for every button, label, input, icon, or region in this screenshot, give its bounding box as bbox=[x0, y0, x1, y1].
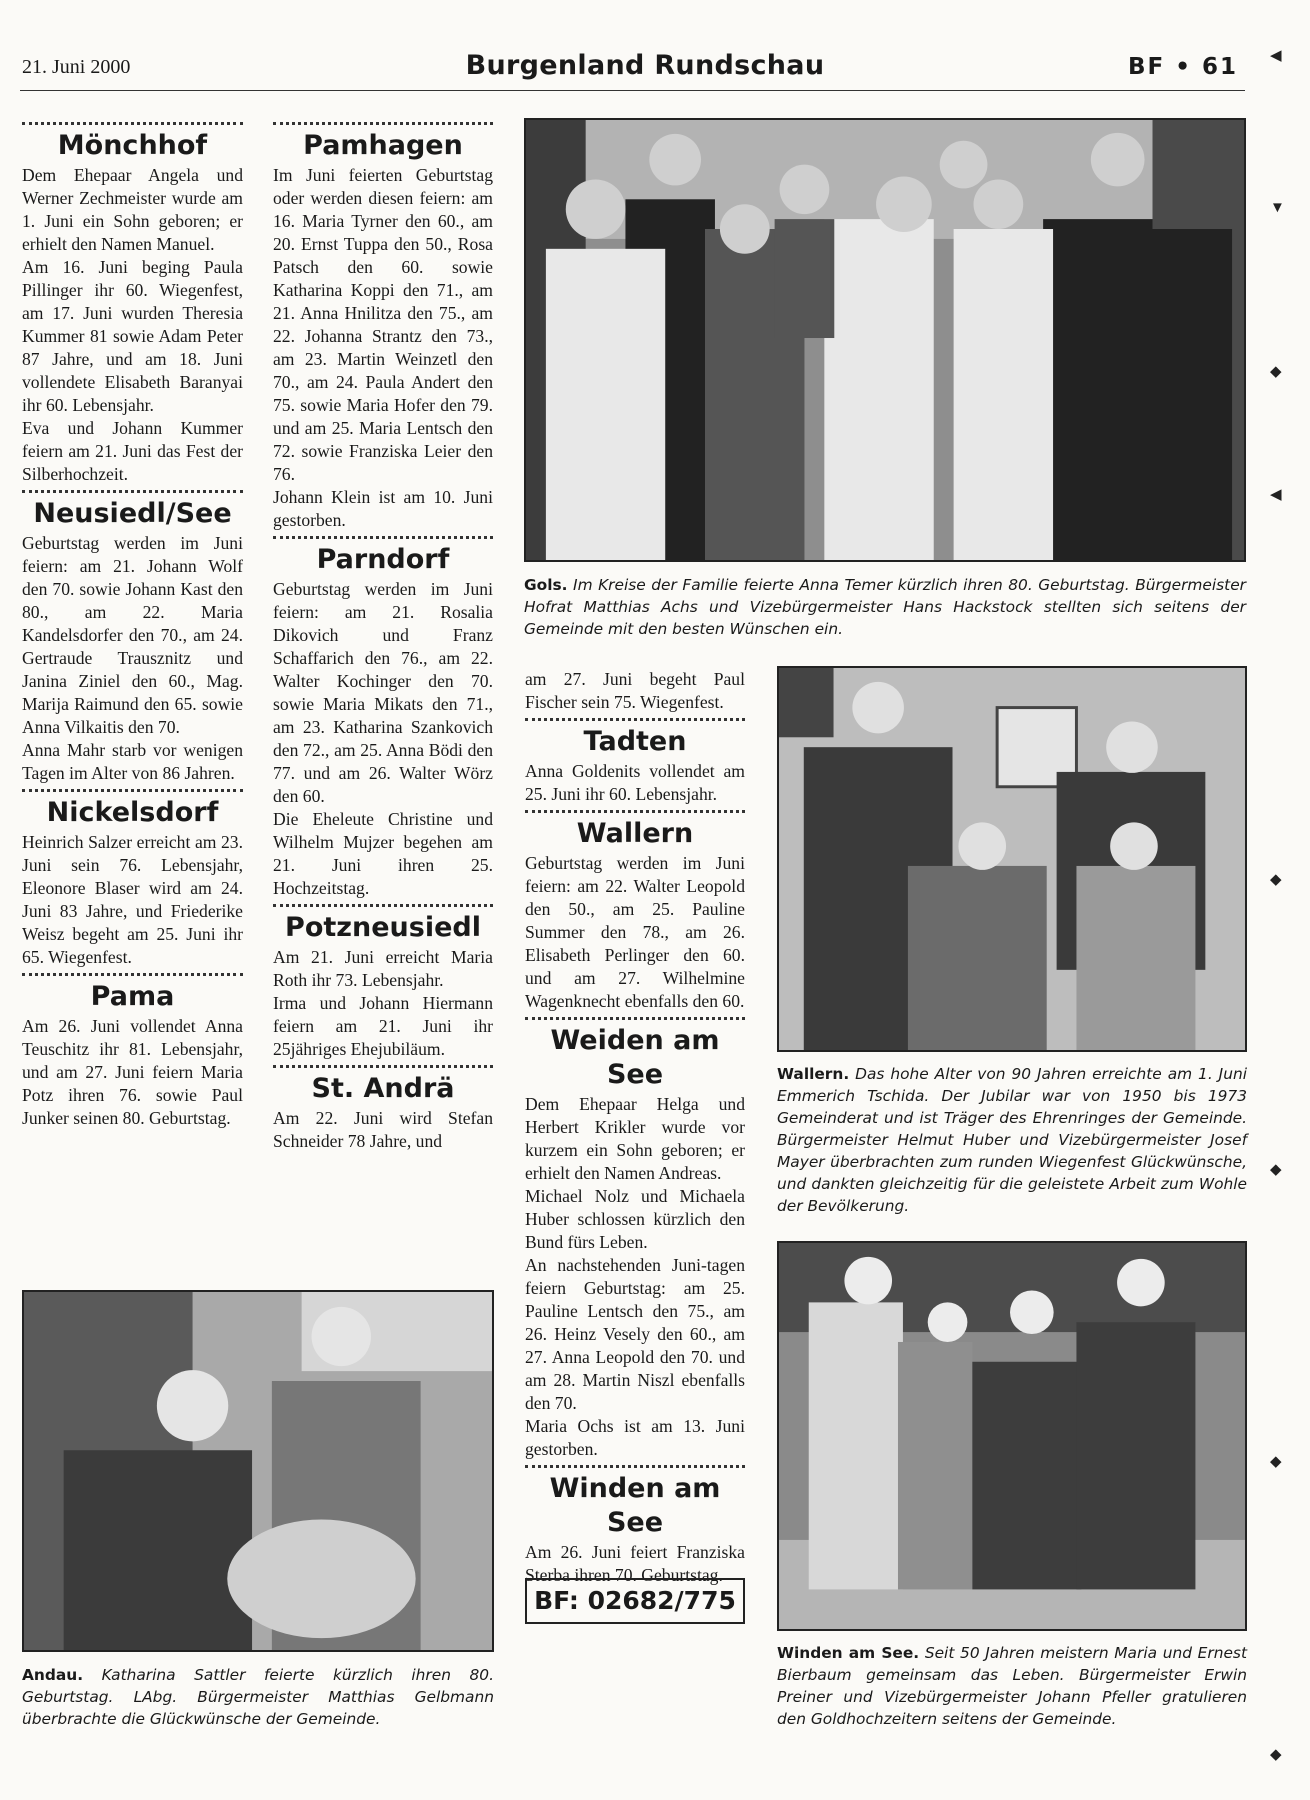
place-heading: St. Andrä bbox=[311, 1073, 455, 1104]
article-paragraph: Michael Nolz und Michaela Huber schlossen kürzlich den Bund fürs Leben. bbox=[525, 1186, 745, 1252]
article-paragraph: Geburtstag werden im Juni feiern: am 21. Johann Wolf den 70. sowie Johann Kast den 80., am 22. Maria Kandelsdorfer den 70., am 24. Gertraude Trausznitz und Janina Ziniel den 60., Mag. Marija Raimund den 65. sowie Anna Vilkaitis den 70. bbox=[22, 533, 243, 737]
article-section bbox=[273, 904, 493, 1061]
article-paragraph: An nachstehenden Juni-tagen feiern Geburtstag: am 25. Pauline Lentsch den 75., am 26. Heinz Vesely den 60., am 27. Anna Leopold den 70. und am 28. Martin Niszl ebenfalls den 70. bbox=[525, 1255, 745, 1413]
dotted-divider bbox=[273, 536, 493, 539]
article-paragraph: Dem Ehepaar Angela und Werner Zechmeister wurde am 1. Juni ein Sohn geboren; er erhielt den Namen Manuel. bbox=[22, 165, 243, 254]
caption-place: Andau. bbox=[22, 1666, 84, 1684]
place-heading: Weiden am See bbox=[550, 1025, 720, 1090]
article-section bbox=[22, 973, 243, 1130]
dotted-divider bbox=[525, 810, 745, 813]
dotted-divider bbox=[525, 1465, 745, 1468]
article-paragraph: Johann Klein ist am 10. Juni gestorben. bbox=[273, 487, 493, 530]
caption-place: Wallern. bbox=[777, 1065, 850, 1083]
place-heading: Nickelsdorf bbox=[46, 797, 219, 828]
page-number: BF • 61 bbox=[1128, 54, 1238, 80]
margin-arrow-icon: ▼ bbox=[1270, 200, 1285, 216]
dotted-divider bbox=[525, 718, 745, 721]
photo-andau bbox=[22, 1290, 494, 1652]
caption-gols bbox=[524, 574, 1246, 640]
photo-wallern bbox=[777, 666, 1247, 1052]
caption-andau bbox=[22, 1664, 494, 1730]
margin-arrow-icon: ◆ bbox=[1270, 872, 1282, 888]
article-paragraph: Am 26. Juni vollendet Anna Teuschitz ihr 81. Lebensjahr, und am 27. Juni feiern Maria Potz ihren 76. sowie Paul Junker seinen 80. Geburtstag. bbox=[22, 1016, 243, 1128]
article-paragraph: Anna Goldenits vollendet am 25. Juni ihr 60. Lebensjahr. bbox=[525, 761, 745, 804]
article-paragraph: Heinrich Salzer erreicht am 23. Juni sein 76. Lebensjahr, Eleonore Blaser wird am 24. Juni 83 Jahre, und Friederike Weisz begeht am 25. Juni ihr 65. Wiegenfest. bbox=[22, 832, 243, 967]
caption-place: Gols. bbox=[524, 576, 568, 594]
dotted-divider bbox=[22, 122, 243, 125]
photo-gols bbox=[524, 118, 1246, 562]
caption-text: Katharina Sattler feierte kürzlich ihren 80. Geburtstag. LAbg. Bürgermeister Matthias Gelbmann überbrachte die Glückwünsche der Gemeinde. bbox=[22, 1666, 494, 1728]
place-heading: Tadten bbox=[583, 726, 687, 757]
column-2 bbox=[273, 118, 493, 1153]
article-section bbox=[525, 1017, 745, 1461]
article-section bbox=[22, 122, 243, 486]
dotted-divider bbox=[22, 490, 243, 493]
photo-winden bbox=[777, 1241, 1247, 1631]
article-paragraph: Am 22. Juni wird Stefan Schneider 78 Jahre, und bbox=[273, 1108, 493, 1151]
page-date: 21. Juni 2000 bbox=[22, 56, 131, 78]
place-heading: Pama bbox=[90, 981, 175, 1012]
article-paragraph: am 27. Juni begeht Paul Fischer sein 75. Wiegenfest. bbox=[525, 669, 745, 712]
place-heading: Mönchhof bbox=[57, 130, 208, 161]
caption-text: Das hohe Alter von 90 Jahren erreichte am 1. Juni Emmerich Tschida. Der Jubilar war von 1950 bis 1973 Gemeinderat und ist Träger des Ehrenringes der Gemeinde. Bürgermeister Helmut Huber und Vizebürgermeister Josef Mayer überbrachten zum runden Wiegenfest Glückwünsche, und dankten gleichzeitig für die geleistete Arbeit zum Wohle der Bevölkerung. bbox=[777, 1065, 1247, 1215]
article-section bbox=[273, 122, 493, 532]
margin-arrow-icon: ◆ bbox=[1270, 1454, 1282, 1470]
caption-winden bbox=[777, 1642, 1247, 1730]
margin-arrow-icon: ◀ bbox=[1270, 487, 1282, 503]
place-heading: Pamhagen bbox=[303, 130, 463, 161]
article-section bbox=[525, 668, 745, 714]
article-paragraph: Maria Ochs ist am 13. Juni gestorben. bbox=[525, 1416, 745, 1459]
dotted-divider bbox=[22, 973, 243, 976]
article-section bbox=[525, 810, 745, 1013]
dotted-divider bbox=[273, 904, 493, 907]
place-heading: Parndorf bbox=[316, 544, 450, 575]
place-heading: Potzneusiedl bbox=[285, 912, 481, 943]
place-heading: Neusiedl/See bbox=[33, 498, 232, 529]
article-paragraph: Am 21. Juni erreicht Maria Roth ihr 73. Lebensjahr. bbox=[273, 947, 493, 990]
article-paragraph: Eva und Johann Kummer feiern am 21. Juni das Fest der Silberhochzeit. bbox=[22, 418, 243, 484]
article-paragraph: Geburtstag werden im Juni feiern: am 22. Walter Leopold den 50., am 25. Pauline Summer den 78., am 26. Elisabeth Perlinger den 60. und am 27. Wilhelmine Wagenknecht ebenfalls den 60. bbox=[525, 853, 745, 1011]
dotted-divider bbox=[273, 122, 493, 125]
article-paragraph: Anna Mahr starb vor wenigen Tagen im Alter von 86 Jahren. bbox=[22, 740, 243, 783]
caption-place: Winden am See. bbox=[777, 1644, 920, 1662]
contact-box: BF: 02682/775 bbox=[525, 1578, 745, 1624]
article-section bbox=[525, 1465, 745, 1587]
margin-arrow-icon: ◀ bbox=[1270, 48, 1282, 64]
column-3 bbox=[525, 668, 745, 1587]
article-paragraph: Die Eheleute Christine und Wilhelm Mujzer begehen am 21. Juni ihren 25. Hochzeitstag. bbox=[273, 809, 493, 898]
margin-arrow-icon: ◆ bbox=[1270, 1747, 1282, 1763]
margin-arrow-icon: ◆ bbox=[1270, 1162, 1282, 1178]
article-paragraph: Geburtstag werden im Juni feiern: am 21. Rosalia Dikovich und Franz Schaffarich den 76., am 22. Walter Kochinger den 70. sowie Maria Mikats den 71., am 23. Katharina Szankovich den 72., am 25. Anna Bödi den 77. und am 26. Walter Wörz den 60. bbox=[273, 579, 493, 806]
article-paragraph: Am 16. Juni beging Paula Pillinger ihr 60. Wiegenfest, am 17. Juni wurden Theresia Kummer 81 sowie Adam Peter 87 Jahre, und am 18. Juni vollendete Elisabeth Baranyai ihr 60. Lebensjahr. bbox=[22, 257, 243, 415]
caption-wallern bbox=[777, 1063, 1247, 1217]
margin-arrow-icon: ◆ bbox=[1270, 364, 1282, 380]
place-heading: Winden am See bbox=[549, 1473, 721, 1538]
article-paragraph: Im Juni feierten Geburtstag oder werden diesen feiern: am 16. Maria Tyrner den 60., am 20. Ernst Tuppa den 50., Rosa Patsch den 60. sowie Katharina Koppi den 71., am 21. Anna Hnilitza den 75., am 22. Johanna Strantz den 73., am 23. Martin Weinzetl den 70., am 24. Paula Andert den 75. sowie Maria Hofer den 79. und am 25. Maria Lentsch den 72. sowie Franziska Leier den 76. bbox=[273, 165, 493, 484]
dotted-divider bbox=[273, 1065, 493, 1068]
column-1 bbox=[22, 118, 243, 1130]
article-section bbox=[273, 536, 493, 900]
article-section bbox=[273, 1065, 493, 1153]
caption-text: Seit 50 Jahren meistern Maria und Ernest Bierbaum gemeinsam das Leben. Bürgermeister Erwin Preiner und Vizebürgermeister Johann Pfeller gratulieren den Goldhochzeitern seitens der Gemeinde. bbox=[777, 1644, 1247, 1728]
article-section bbox=[22, 789, 243, 969]
article-paragraph: Dem Ehepaar Helga und Herbert Krikler wurde vor kurzem ein Sohn geboren; er erhielt den Namen Andreas. bbox=[525, 1094, 745, 1183]
place-heading: Wallern bbox=[576, 818, 694, 849]
article-section bbox=[22, 490, 243, 785]
article-paragraph: Irma und Johann Hiermann feiern am 21. Juni ihr 25jähriges Ehejubiläum. bbox=[273, 993, 493, 1059]
article-paragraph: Am 26. Juni feiert Franziska Sterba ihren 70. Geburtstag. bbox=[525, 1542, 745, 1585]
newspaper-title: Burgenland Rundschau bbox=[465, 50, 825, 81]
dotted-divider bbox=[22, 789, 243, 792]
article-section bbox=[525, 718, 745, 806]
dotted-divider bbox=[525, 1017, 745, 1020]
header-rule bbox=[20, 90, 1245, 91]
caption-text: Im Kreise der Familie feierte Anna Temer kürzlich ihren 80. Geburtstag. Bürgermeister Hofrat Matthias Achs und Vizebürgermeister Hans Hackstock stellten sich seitens der Gemeinde mit den besten Wünschen ein. bbox=[524, 576, 1246, 638]
